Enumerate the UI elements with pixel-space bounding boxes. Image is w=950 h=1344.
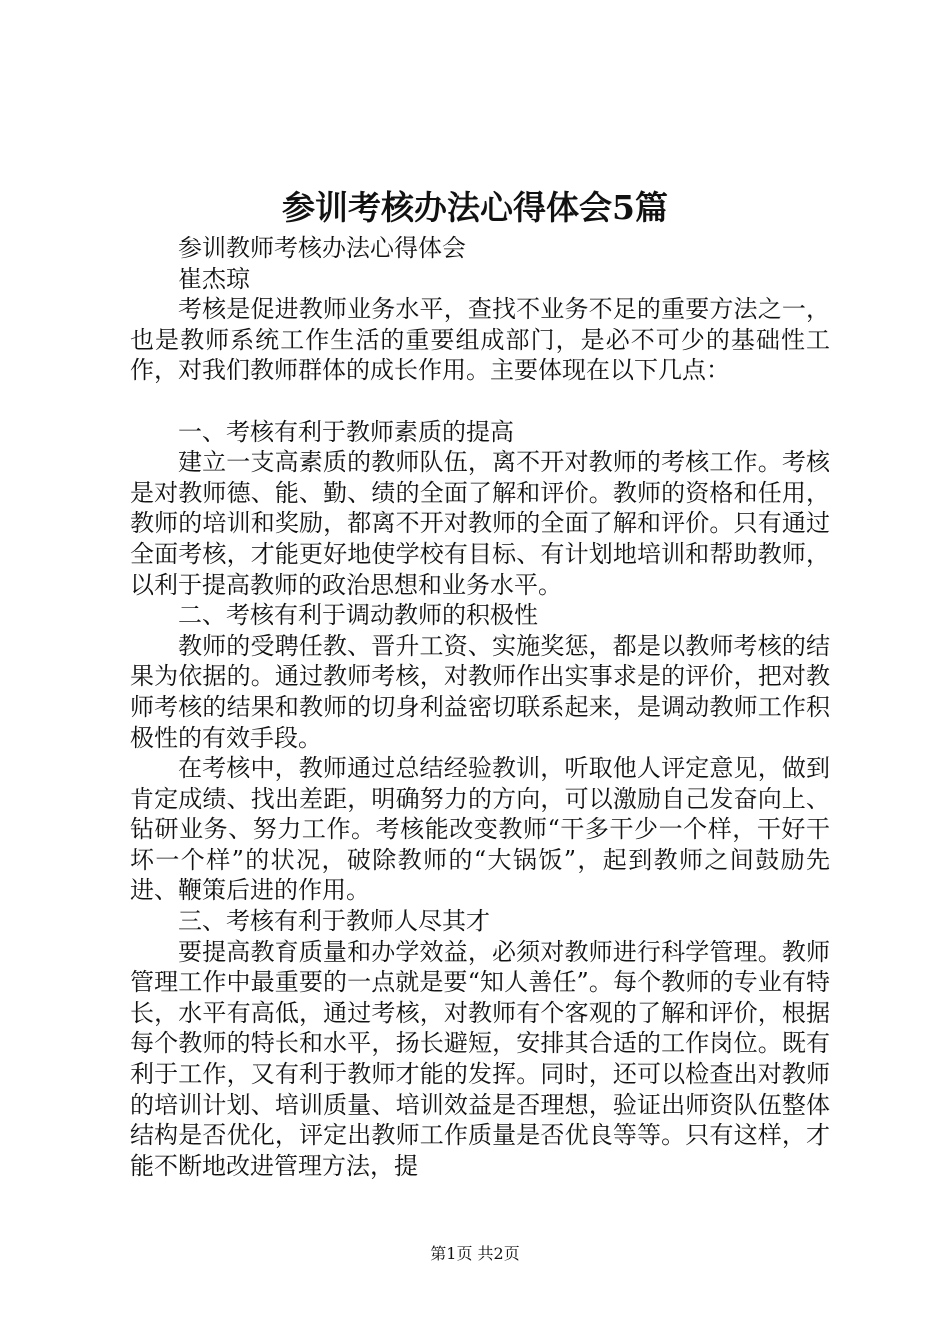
section-heading-1: 一、考核有利于教师素质的提高 bbox=[178, 417, 514, 446]
document-title: 参训考核办法心得体会5篇 bbox=[282, 188, 668, 227]
author-name: 崔杰琼 bbox=[178, 264, 250, 293]
body-paragraph-1: 建立一支高素质的教师队伍，离不开对教师的考核工作。考核是对教师德、能、勤、绩的全面了解和评价。教师的资格和任用，教师的培训和奖励，都离不开对教师的全面了解和评价。只有通过全面考核，才能更好地使学校有目标、有计划地培训和帮助教师，以利于提高教师的政治思想和业务水平。 bbox=[130, 448, 830, 599]
paragraph-gap bbox=[130, 386, 830, 417]
section-heading-3: 三、考核有利于教师人尽其才 bbox=[178, 907, 490, 936]
document-body bbox=[130, 233, 830, 1181]
section-heading-2: 二、考核有利于调动教师的积极性 bbox=[178, 601, 538, 630]
body-paragraph-3: 在考核中，教师通过总结经验教训，听取他人评定意见，做到肯定成绩、找出差距，明确努力的方向，可以激励自己发奋向上、钻研业务、努力工作。考核能改变教师“干多干少一个样，干好干坏一个样”的状况，破除教师的“大锅饭”，起到教师之间鼓励先进、鞭策后进的作用。 bbox=[130, 754, 830, 905]
subtitle: 参训教师考核办法心得体会 bbox=[178, 234, 466, 262]
page-footer: 第1页 共2页 bbox=[430, 1244, 520, 1263]
intro-paragraph: 考核是促进教师业务水平，查找不业务不足的重要方法之一，也是教师系统工作生活的重要组成部门，是必不可少的基础性工作，对我们教师群体的成长作用。主要体现在以下几点： bbox=[130, 295, 830, 385]
body-paragraph-4: 要提高教育质量和办学效益，必须对教师进行科学管理。教师管理工作中最重要的一点就是要“知人善任”。每个教师的专业有特长，水平有高低，通过考核，对教师有个客观的了解和评价，根据每个教师的特长和水平，扬长避短，安排其合适的工作岗位。既有利于工作，又有利于教师才能的发挥。同时，还可以检查出对教师的培训计划、培训质量、培训效益是否理想，验证出师资队伍整体结构是否优化，评定出教师工作质量是否优良等等。只有这样，才能不断地改进管理方法，提 bbox=[130, 937, 830, 1180]
body-paragraph-2: 教师的受聘任教、晋升工资、实施奖惩，都是以教师考核的结果为依据的。通过教师考核，对教师作出实事求是的评价，把对教师考核的结果和教师的切身利益密切联系起来，是调动教师工作积极性的有效手段。 bbox=[130, 631, 830, 752]
